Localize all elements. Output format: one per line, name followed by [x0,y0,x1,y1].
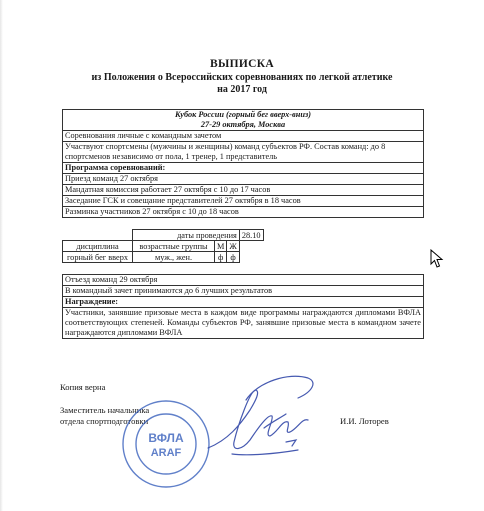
event-row: Разминка участников 27 октября с 10 до 18 часов [65,207,239,216]
team-scoring-row: В командный зачет принимаются до 6 лучших результатов [63,286,423,297]
document-subtitle-1: из Положения о Всероссийских соревнованиях по легкой атлетике [91,72,393,83]
event-row: Заседание ГСК и совещание представителей 27 октября в 18 часов [63,196,423,207]
document-subtitle-2: на 2017 год [217,84,267,95]
deputy-title-line-2: отдела спортподготовки [60,416,149,426]
awards-header: Награждение: [63,297,423,308]
svg-text:ARAF: ARAF [150,447,182,459]
event-name: Кубок России (горный бег вверх-вниз) [175,110,311,119]
event-row: Соревнования личные с командным зачетом [63,131,423,142]
w-mark-cell: ф [227,252,239,263]
age-header: возрастные группы [133,241,215,252]
results-info-box [62,274,424,339]
m-mark-cell: ф [215,252,227,263]
deputy-title-line-1: Заместитель начальника [60,405,150,415]
signer-name: И.И. Лоторев [340,416,389,426]
mouse-pointer-icon [430,249,444,269]
svg-text:ВФЛА: ВФЛА [148,431,184,445]
discipline-header: дисциплина [63,241,133,252]
event-row: Приезд команд 27 октября [63,174,423,185]
table-row [63,252,264,263]
event-header [63,110,423,131]
dates-label: даты проведения [133,230,240,241]
departure-row: Отъезд команд 29 октября [63,275,423,286]
table-row [63,230,264,241]
discipline-cell: горный бег вверх [63,252,133,263]
program-header: Программа соревнований: [63,163,423,174]
copy-true-label: Копия верна [60,382,106,392]
awards-text: Участники, занявшие призовые места в каждом виде программы награждаются дипломами ВФЛА соответствующих степеней. Команды субъектов РФ, занявшие призовые места в командном зачете награждаются дипломами ВФЛА [65,308,421,337]
table-row [63,241,264,252]
event-row: Участвуют спортсмены (мужчины и женщины) команд субъектов РФ. Состав команд: до 8 спортсменов независимо от пола, 1 тренер, 1 представитель [63,142,423,163]
schedule-table [62,229,264,263]
event-dates-place: 27-29 октября, Москва [200,120,286,129]
document-title: ВЫПИСКА [210,58,274,70]
event-row: Мандатная комиссия работает 27 октября с 10 до 17 часов [63,185,423,196]
date-cell: 28.10 [239,230,263,241]
w-header: Ж [227,241,239,252]
handwritten-signature [198,370,328,465]
m-header: М [215,241,227,252]
age-cell: муж., жен. [133,252,215,263]
event-info-box [62,109,424,218]
